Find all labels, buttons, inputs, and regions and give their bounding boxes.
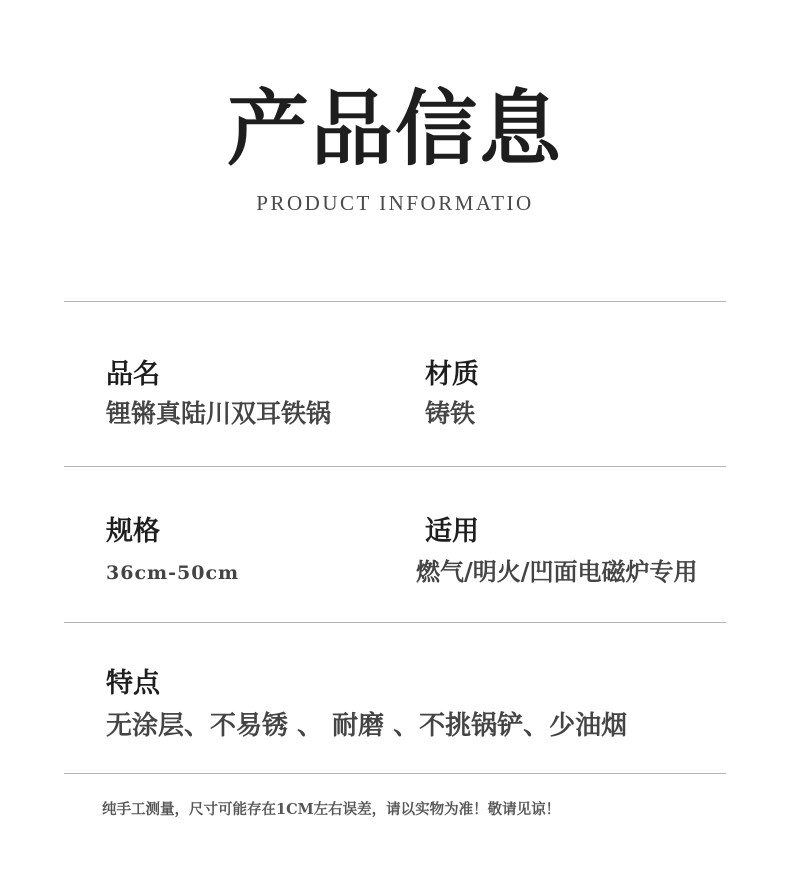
page-subtitle: PRODUCT INFORMATIO (256, 191, 534, 215)
spec-features (106, 670, 627, 739)
spec-suitable-value: 燃气/明火/凹面电磁炉专用 (416, 557, 698, 586)
spec-suitable (416, 518, 698, 584)
spec-material-value: 铸铁 (425, 399, 476, 428)
spec-product-name-label: 品名 (106, 359, 160, 390)
divider-bottom (64, 773, 726, 774)
divider-top (64, 301, 726, 302)
spec-product-name-value: 锂锵真陆川双耳铁锅 (106, 399, 332, 428)
spec-features-value: 无涂层、不易锈 、 耐磨 、不挑锅铲、少油烟 (106, 711, 628, 741)
spec-product-name (106, 361, 331, 426)
spec-features-label: 特点 (106, 668, 160, 699)
divider-2 (64, 622, 726, 623)
spec-material-label: 材质 (425, 359, 479, 390)
spec-size (106, 518, 239, 583)
footer-note: 纯手工测量，尺寸可能存在1CM左右误差，请以实物为准！敬请见谅！ (102, 801, 561, 818)
divider-1 (64, 466, 726, 467)
page-title: 产品信息 (226, 81, 563, 177)
spec-size-value: 36cm-50cm (106, 562, 240, 584)
spec-material (425, 361, 479, 426)
spec-suitable-label: 适用 (425, 516, 479, 547)
spec-size-label: 规格 (106, 516, 160, 547)
